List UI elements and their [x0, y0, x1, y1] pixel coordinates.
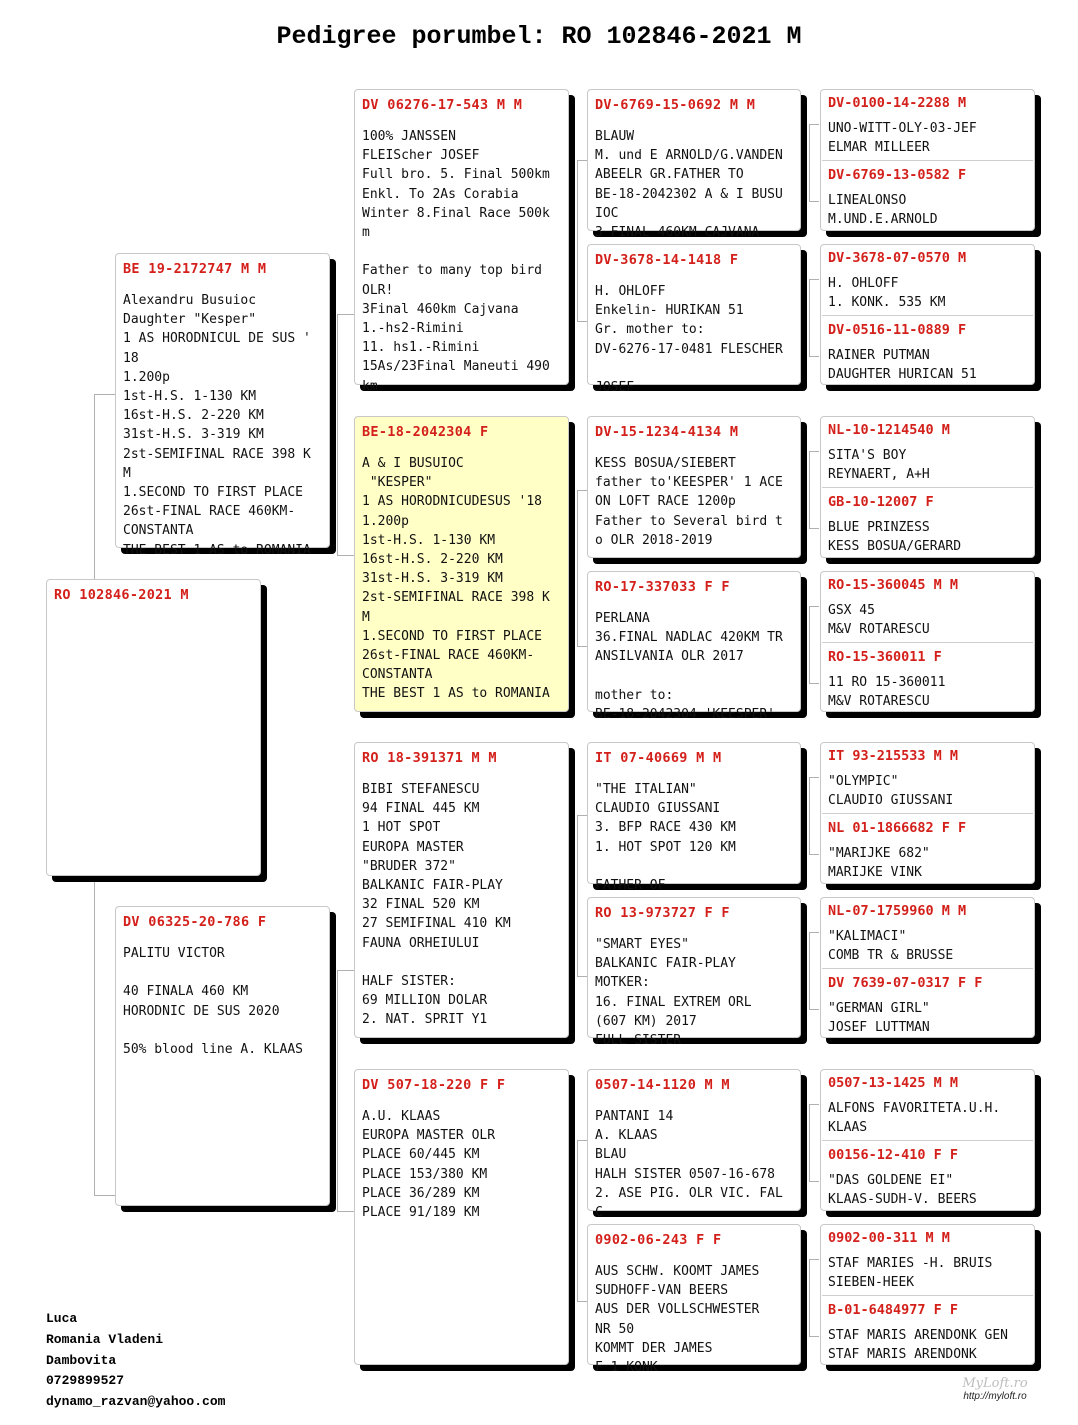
pedigree-ring: RO-17-337033 F F: [595, 579, 730, 595]
pedigree-info: "DAS GOLDENE EI" KLAAS-SUDH-V. BEERS: [828, 1173, 977, 1208]
pedigree-ring: DV 7639-07-0317 F F: [828, 975, 983, 991]
pedigree-info: ALFONS FAVORITETA.U.H. KLAAS: [828, 1101, 1001, 1136]
connector-gen2-top: [337, 314, 355, 556]
pedigree-ring: DV 507-18-220 F F: [362, 1077, 506, 1093]
pedigree-ring: RO-15-360011 F: [828, 649, 942, 665]
granddam-maternal-card[interactable]: [354, 1069, 569, 1365]
pair-divider: [822, 968, 1033, 969]
ggp-card[interactable]: [587, 416, 801, 558]
sire-card[interactable]: [115, 253, 330, 558]
gggp-pair-card[interactable]: [820, 897, 1035, 1038]
ggp-card[interactable]: [587, 1224, 801, 1376]
pedigree-info: A & I BUSUIOC "KESPER" 1 AS HORODNICUDESUS '18 1.200p 1st-H.S. 1-130 KM 16st-H.S. 2-220 KM 31st-H.S. 3-319 KM 2st-SEMIFINAL RACE 398 K M 1.SECOND TO FIRST PLACE 26st-FINAL RACE 460KM- CONSTANTA THE BEST 1 AS to ROMANIA: [362, 456, 550, 702]
ggp-card[interactable]: [587, 89, 801, 241]
pedigree-ring: 0902-00-311 M M: [828, 1230, 950, 1246]
pedigree-ring: B-01-6484977 F F: [828, 1302, 959, 1318]
grandsire-maternal-card[interactable]: [354, 742, 569, 1038]
ggp-card[interactable]: [587, 244, 801, 396]
pedigree-ring: GB-10-12007 F: [828, 494, 934, 510]
dam-card[interactable]: [115, 906, 330, 1206]
pedigree-ring: 00156-12-410 F F: [828, 1147, 959, 1163]
pedigree-ring: RO-15-360045 M M: [828, 577, 959, 593]
connector-gen4-7: [809, 1104, 819, 1182]
owner-name: Luca: [46, 1311, 78, 1326]
gggp-pair-card[interactable]: [820, 416, 1035, 558]
connector-gen4-8: [809, 1259, 819, 1337]
pair-divider: [822, 487, 1033, 488]
pedigree-ring: DV-0516-11-0889 F: [828, 322, 967, 338]
pedigree-info: A.U. KLAAS EUROPA MASTER OLR PLACE 60/445 KM PLACE 153/380 KM PLACE 36/289 KM PLACE 91/189 KM: [362, 1109, 496, 1221]
pedigree-ring: DV-0100-14-2288 M: [828, 95, 967, 111]
dam-info: PALITU VICTOR 40 FINALA 460 KM HORODNIC DE SUS 2020 50% blood line A. KLAAS: [123, 946, 304, 1058]
pedigree-info: "KALIMACI" COMB TR & BRUSSE: [828, 929, 954, 964]
pair-divider: [822, 813, 1033, 814]
connector-gen3-2: [577, 490, 587, 647]
pedigree-info: "GERMAN GIRL" JOSEF LUTTMAN: [828, 1001, 930, 1036]
pair-divider: [822, 315, 1033, 316]
gggp-pair-card[interactable]: [820, 571, 1035, 712]
pedigree-ring: DV-15-1234-4134 M: [595, 424, 739, 440]
ggp-card[interactable]: [587, 1069, 801, 1221]
pedigree-info: RAINER PUTMAN DAUGHTER HURICAN 51: [828, 348, 977, 383]
pedigree-info: 100% JANSSEN FLEIScher JOSEF Full bro. 5. Final 500km Enkl. To 2As Corabia Winter 8.Final Race 500k m Father to many top bird OLR! 3Final 460km Cajvana 1.-hs2-Rimini 11. hs1.-Rimini 15As/23Final Maneuti 490 km: [362, 129, 550, 394]
connector-gen3-1: [577, 160, 587, 322]
connector-gen4-3: [809, 451, 819, 529]
pair-divider: [822, 642, 1033, 643]
pedigree-ring: DV-3678-07-0570 M: [828, 250, 967, 266]
subject-ring: RO 102846-2021 M: [54, 587, 189, 603]
ggp-card[interactable]: [587, 897, 801, 1049]
pedigree-info: SITA'S BOY REYNAERT, A+H: [828, 448, 930, 483]
gggp-pair-card[interactable]: [820, 1224, 1035, 1365]
pair-divider: [822, 1140, 1033, 1141]
gggp-pair-card[interactable]: [820, 1069, 1035, 1211]
dam-ring: DV 06325-20-786 F: [123, 914, 267, 930]
pedigree-ring: BE-18-2042304 F: [362, 424, 489, 440]
page-title: Pedigree porumbel: RO 102846-2021 M: [276, 22, 802, 51]
pedigree-info: STAF MARIS ARENDONK GEN STAF MARIS ARENDONK: [828, 1328, 1009, 1363]
ggp-card[interactable]: [587, 571, 801, 723]
pedigree-info: GSX 45 M&V ROTARESCU: [828, 603, 930, 638]
owner-phone: 0729899527: [46, 1373, 125, 1389]
pedigree-info: BIBI STEFANESCU 94 FINAL 445 KM 1 HOT SPOT EUROPA MASTER "BRUDER 372" BALKANIC FAIR-PLAY 32 FINAL 520 KM 27 SEMIFINAL 410 KM FAUNA ORHEIULUI HALF SISTER: 69 MILLION DOLAR 2. NAT. SPRIT Y1: [362, 782, 511, 1028]
myloft-logo[interactable]: [955, 1376, 1035, 1402]
pedigree-info: BLUE PRINZESS KESS BOSUA/GERARD: [828, 520, 962, 555]
sire-ring: BE 19-2172747 M M: [123, 261, 267, 277]
sire-info: Alexandru Busuioc Daughter "Kesper" 1 AS HORODNICUL DE SUS ' 18 1.200p 1st-H.S. 1-130 KM 16st-H.S. 2-220 KM 31st-H.S. 3-319 KM 2st-SEMIFINAL RACE 398 K M 1.SECOND TO FIRST PLACE 26st-FINAL RACE 460KM- CONSTANTA THE BEST 1 AS to ROMANIA: [123, 293, 311, 558]
pedigree-ring: NL-10-1214540 M: [828, 422, 950, 438]
connector-gen4-1: [809, 124, 819, 202]
pedigree-ring: DV-6769-15-0692 M M: [595, 97, 756, 113]
pedigree-info: UNO-WITT-OLY-03-JEF ELMAR MILLEER: [828, 121, 977, 156]
subject-card[interactable]: [46, 579, 261, 876]
connector-gen3-3: [577, 815, 587, 977]
pedigree-ring: 0902-06-243 F F: [595, 1232, 722, 1248]
connector-gen4-4: [809, 606, 819, 684]
owner-email[interactable]: dynamo_razvan@yahoo.com: [46, 1394, 226, 1410]
pedigree-info: "MARIJKE 682" MARIJKE VINK: [828, 846, 930, 881]
pedigree-ring: DV 06276-17-543 M M: [362, 97, 523, 113]
connector-gen4-5: [809, 777, 819, 855]
gggp-pair-card[interactable]: [820, 244, 1035, 385]
pedigree-info: 11 RO 15-360011 M&V ROTARESCU: [828, 675, 946, 710]
pedigree-ring: RO 18-391371 M M: [362, 750, 497, 766]
pedigree-info: STAF MARIES -H. BRUIS SIEBEN-HEEK: [828, 1256, 993, 1291]
logo-mark: MyLoft.ro: [962, 1376, 1028, 1391]
gggp-pair-card[interactable]: [820, 89, 1035, 231]
pedigree-info: H. OHLOFF Enkelin- HURIKAN 51 Gr. mother to: DV-6276-17-0481 FLESCHER JOSEF: [595, 284, 783, 396]
logo-url[interactable]: http://myloft.ro: [963, 1391, 1027, 1402]
pedigree-info: LINEALONSO M.UND.E.ARNOLD: [828, 193, 938, 228]
pedigree-info: KESS BOSUA/SIEBERT father to'KEESPER' 1 ACE ON LOFT RACE 1200p Father to Several bird t o OLR 2018-2019: [595, 456, 783, 548]
pedigree-ring: 0507-13-1425 M M: [828, 1075, 959, 1091]
pedigree-info: AUS SCHW. KOOMT JAMES SUDHOFF-VAN BEERS AUS DER VOLLSCHWESTER NR 50 KOMMT DER JAMES F 1 KONK: [595, 1264, 760, 1376]
granddam-paternal-card[interactable]: [354, 416, 569, 712]
owner-region: Dambovita: [46, 1352, 117, 1368]
pedigree-info: PANTANI 14 A. KLAAS BLAU HALH SISTER 0507-16-678 2. ASE PIG. OLR VIC. FAL C: [595, 1109, 783, 1221]
grandsire-paternal-card[interactable]: [354, 89, 569, 394]
pedigree-info: BLAUW M. und E ARNOLD/G.VANDEN ABEELR GR.FATHER TO BE-18-2042302 A & I BUSU IOC 3 FINAL 460KM CAJVANA: [595, 129, 783, 241]
owner-contact: [46, 1309, 225, 1413]
pedigree-info: H. OHLOFF 1. KONK. 535 KM: [828, 276, 946, 311]
pedigree-ring: RO 13-973727 F F: [595, 905, 730, 921]
owner-address: Romania Vladeni: [46, 1331, 164, 1347]
gggp-pair-card[interactable]: [820, 742, 1035, 884]
pedigree-info: PERLANA 36.FINAL NADLAC 420KM TR ANSILVANIA OLR 2017 mother to: BE-18-2042304 'KEESPER': [595, 611, 783, 723]
pedigree-ring: NL 01-1866682 F F: [828, 820, 967, 836]
pedigree-ring: DV-6769-13-0582 F: [828, 167, 967, 183]
pedigree-ring: IT 93-215533 M M: [828, 748, 959, 764]
connector-gen4-6: [809, 932, 819, 1010]
connector-gen2-bottom: [337, 970, 355, 1212]
pedigree-ring: 0507-14-1120 M M: [595, 1077, 730, 1093]
pedigree-ring: NL-07-1759960 M M: [828, 903, 967, 919]
pair-divider: [822, 1295, 1033, 1296]
pedigree-ring: DV-3678-14-1418 F: [595, 252, 739, 268]
ggp-card[interactable]: [587, 742, 801, 894]
pair-divider: [822, 160, 1033, 161]
pedigree-ring: IT 07-40669 M M: [595, 750, 722, 766]
pedigree-info: "THE ITALIAN" CLAUDIO GIUSSANI 3. BFP RACE 430 KM 1. HOT SPOT 120 KM FATHER OF: [595, 782, 736, 894]
pedigree-info: "SMART EYES" BALKANIC FAIR-PLAY MOTKER: 16. FINAL EXTREM ORL (607 KM) 2017 FULL SISTER: [595, 937, 752, 1049]
pedigree-info: "OLYMPIC" CLAUDIO GIUSSANI: [828, 774, 954, 809]
connector-gen4-2: [809, 279, 819, 357]
connector-gen3-4: [577, 1140, 587, 1302]
